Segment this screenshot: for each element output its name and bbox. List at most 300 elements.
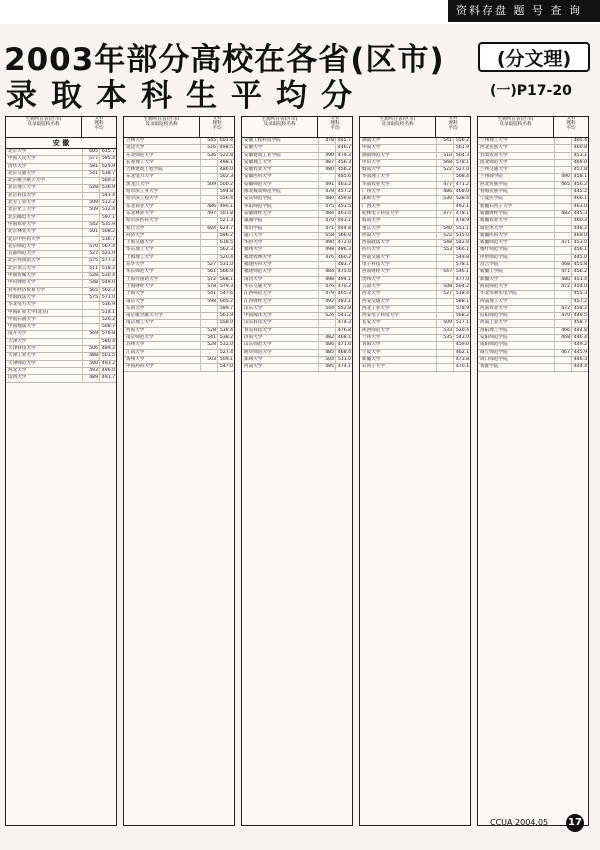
table-row (242, 342, 352, 349)
table-row (124, 357, 234, 364)
science-score: 457.2 (335, 189, 352, 195)
arts-score: 528 (200, 328, 217, 334)
school-name: 扬州大学 (126, 356, 145, 362)
arts-score (554, 138, 571, 144)
school-name: 西北大学 (362, 291, 381, 297)
table-row (242, 211, 352, 218)
table-row (6, 317, 116, 324)
science-score: 521.9 (99, 251, 116, 257)
score-table-column (477, 116, 589, 826)
science-score: 568.1 (217, 277, 234, 283)
school-name: 中国海洋大学 (244, 313, 272, 319)
arts-score (436, 364, 453, 370)
science-score: 478.9 (453, 218, 470, 224)
school-name: 东北农业大学 (126, 203, 154, 209)
school-name: 北京中医药大学 (8, 236, 41, 242)
science-score: 456.3 (335, 160, 352, 166)
school-name: 中国人民大学 (8, 156, 36, 162)
science-score: 489.2 (99, 346, 116, 352)
table-row (124, 262, 234, 269)
table-row (124, 284, 234, 291)
table-row (360, 306, 470, 313)
school-name: 上海理工大学 (126, 254, 154, 260)
arts-score (200, 240, 217, 246)
table-row (124, 320, 234, 327)
table-row (478, 313, 588, 320)
table-row (360, 160, 470, 167)
arts-score (554, 145, 571, 151)
header-school: 生源所在省(区市) 及录取院校名称 (124, 117, 200, 137)
school-name: 安阳师范学院 (480, 335, 508, 341)
school-name: 同济大学 (126, 232, 145, 238)
table-row (360, 350, 470, 357)
arts-score: 511 (82, 266, 99, 272)
arts-score (554, 226, 571, 232)
science-score: 451.4 (571, 277, 588, 283)
science-score: 514.1 (99, 310, 116, 316)
school-name: 首都师范大学 (8, 251, 36, 257)
science-score: 571.0 (99, 295, 116, 301)
science-score: 504.3 (453, 153, 470, 159)
arts-score: 498 (318, 277, 335, 283)
arts-score (554, 299, 571, 305)
header-school: 生源所在省(区市) 及录取院校名称 (242, 117, 318, 137)
table-row (242, 247, 352, 254)
header-scores: 文科 理科 平均 (566, 116, 576, 131)
school-name: 塔里木大学 (480, 225, 503, 231)
school-name: 山东大学 (244, 305, 263, 311)
arts-score: 528 (82, 273, 99, 279)
school-name: 河北大学 (8, 367, 27, 373)
science-score: 486.3 (335, 247, 352, 253)
school-name: 厦门大学 (244, 232, 263, 238)
arts-score (318, 174, 335, 180)
science-score: 578.1 (453, 262, 470, 268)
school-name: 广州大学 (362, 189, 381, 195)
science-score: 470.2 (335, 284, 352, 290)
science-score: 562.3 (99, 288, 116, 294)
table-row (242, 174, 352, 181)
table-row (360, 255, 470, 262)
table-row (242, 269, 352, 276)
arts-score: 486 (200, 204, 217, 210)
table-row (124, 196, 234, 203)
arts-score (200, 247, 217, 253)
arts-score: 540 (436, 226, 453, 232)
school-name: 上海交通大学 (126, 240, 154, 246)
arts-score (554, 189, 571, 195)
science-score: 456.1 (571, 247, 588, 253)
arts-score (82, 215, 99, 221)
school-name: 新疆师范大学 (480, 240, 508, 246)
science-score: 531.0 (217, 262, 234, 268)
table-row (242, 226, 352, 233)
table-row (242, 145, 352, 152)
science-score: 449.5 (571, 313, 588, 319)
school-name: 河南理工大学 (480, 298, 508, 304)
school-name: 安徽医科大学 (244, 174, 272, 180)
science-score: 595.4 (99, 156, 116, 162)
school-name: 华东师范大学 (126, 269, 154, 275)
table-row (124, 160, 234, 167)
table-row (6, 353, 116, 360)
school-name: 新疆石河子大学 (480, 203, 513, 209)
science-score: 474.3 (335, 153, 352, 159)
science-score: 605.2 (217, 299, 234, 305)
arts-score: 568 (436, 160, 453, 166)
school-name: 对外经济贸易大学 (8, 287, 45, 293)
arts-score (200, 160, 217, 166)
table-row (478, 328, 588, 335)
table-row (6, 258, 116, 265)
table-row (242, 328, 352, 335)
school-name: 北京航空航天大学 (8, 178, 45, 184)
science-score: 493.2 (99, 361, 116, 367)
arts-score: 581 (82, 164, 99, 170)
science-score: 453.1 (571, 153, 588, 159)
science-score: 578.9 (453, 306, 470, 312)
school-name: 兰州大学 (362, 335, 381, 341)
arts-score: 466 (554, 328, 571, 334)
arts-score: 535 (436, 335, 453, 341)
table-row (478, 240, 588, 247)
school-name: 西南政法大学 (362, 240, 390, 246)
science-score: 462.1 (453, 350, 470, 356)
school-name: 兰州交通大学 (480, 167, 508, 173)
arts-score: 490 (318, 153, 335, 159)
school-name: 福建农林大学 (244, 254, 272, 260)
school-name: 巢湖学院 (244, 218, 263, 224)
science-score: 501.5 (99, 353, 116, 359)
arts-score: 575 (82, 258, 99, 264)
arts-score: 527 (436, 291, 453, 297)
table-row (242, 204, 352, 211)
school-name: 湖南大学 (362, 138, 381, 143)
school-name: 中国矿业大学(北京) (8, 309, 49, 315)
school-name: 淮北煤炭师范学院 (244, 189, 281, 195)
science-score: 460.2 (335, 255, 352, 261)
science-score: 463.2 (335, 182, 352, 188)
arts-score: 541 (82, 171, 99, 177)
school-name: 北京语言大学 (8, 265, 36, 271)
score-table-column (359, 116, 471, 826)
school-name: 重庆大学 (362, 225, 381, 231)
school-name: 新疆医科大学 (480, 232, 508, 238)
arts-score: 492 (318, 299, 335, 305)
school-name: 山东师范大学 (244, 342, 272, 348)
table-row (360, 211, 470, 218)
arts-score: 527 (82, 251, 99, 257)
arts-score: 509 (436, 320, 453, 326)
table-header (124, 117, 234, 138)
arts-score (554, 204, 571, 210)
science-score: 485.6 (335, 174, 352, 180)
header-scores: 文科 理科 平均 (212, 116, 222, 131)
arts-score: 545 (200, 138, 217, 144)
school-name: 中国农业大学 (8, 221, 36, 227)
science-score: 456.2 (571, 269, 588, 275)
table-row (360, 313, 470, 320)
school-name: 喀什师范学院 (480, 247, 508, 253)
school-name: 华北水利水电学院 (480, 291, 517, 297)
arts-score (82, 317, 99, 323)
arts-score: 479 (318, 189, 335, 195)
arts-score: 577 (82, 156, 99, 162)
school-name: 新疆农业大学 (480, 218, 508, 224)
science-score: 458.2 (571, 306, 588, 312)
table-header (478, 117, 588, 138)
science-score: 448.2 (571, 226, 588, 232)
table-row (478, 138, 588, 145)
table-row (478, 189, 588, 196)
school-name: 南京师范大学 (126, 335, 154, 341)
arts-score (318, 328, 335, 334)
table-row (6, 361, 116, 368)
arts-score: 479 (318, 291, 335, 297)
school-name: 北京外国语大学 (8, 258, 41, 264)
science-score: 453.0 (571, 240, 588, 246)
arts-score (318, 145, 335, 151)
table-row (360, 196, 470, 203)
science-score: 482.1 (335, 299, 352, 305)
science-score: 491.7 (99, 375, 116, 381)
table-row (6, 164, 116, 171)
table-row (124, 145, 234, 152)
arts-score: 485 (318, 350, 335, 356)
science-score: 543.0 (453, 335, 470, 341)
school-name: 长安大学 (362, 320, 381, 326)
arts-score (200, 189, 217, 195)
table-row (6, 244, 116, 251)
arts-score: 493 (82, 368, 99, 374)
arts-score: 558 (318, 233, 335, 239)
school-name: 北京师范大学 (8, 243, 36, 249)
table-row (242, 335, 352, 342)
science-score: 492.1 (453, 204, 470, 210)
table-row (124, 233, 234, 240)
arts-score (436, 350, 453, 356)
table-row (478, 320, 588, 327)
table-row (6, 331, 116, 338)
science-score: 456.2 (571, 182, 588, 188)
school-name: 北方工业大学 (8, 200, 36, 206)
school-name: 江西财经大学 (244, 298, 272, 304)
science-score: 515.0 (453, 233, 470, 239)
table-row (478, 342, 588, 349)
science-score: 460.3 (571, 218, 588, 224)
science-score: 459.0 (453, 342, 470, 348)
school-name: 中南大学 (362, 145, 381, 151)
school-name: 青海民族学院 (480, 189, 508, 195)
science-score: 458.1 (571, 174, 588, 180)
arts-score: 547 (436, 269, 453, 275)
science-score: 579.3 (217, 284, 234, 290)
arts-score (554, 218, 571, 224)
province-section-heading: 安 徽 (6, 138, 116, 149)
science-score: 463.0 (571, 204, 588, 210)
table-row (124, 138, 234, 145)
arts-score: 548 (82, 280, 99, 286)
arts-score: 572 (200, 277, 217, 283)
arts-score: 472 (554, 284, 571, 290)
school-name: 吉林大学 (126, 138, 145, 143)
table-row (360, 153, 470, 160)
header-school: 生源所在省(区市) 及录取院校名称 (478, 117, 554, 137)
science-score: 468.0 (453, 189, 470, 195)
page-title-line1: 2003年部分高校在各省(区市) (4, 42, 445, 78)
science-score: 580.4 (99, 339, 116, 345)
school-name: 哈尔滨工业大学 (126, 189, 159, 195)
arts-score: 490 (554, 174, 571, 180)
table-row (478, 247, 588, 254)
school-name: 中国地质大学 (8, 324, 36, 330)
science-score: 549.8 (453, 255, 470, 261)
science-score: 445.7 (335, 138, 352, 144)
science-score: 520.4 (453, 328, 470, 334)
school-name: 华南农业大学 (362, 181, 390, 187)
table-row (360, 240, 470, 247)
table-header (360, 117, 470, 138)
arts-score: 477 (436, 211, 453, 217)
table-row (360, 233, 470, 240)
arts-score: 482 (554, 211, 571, 217)
table-row (6, 273, 116, 280)
science-score: 498.5 (217, 145, 234, 151)
science-score: 445.2 (571, 189, 588, 195)
science-score: 455.8 (571, 262, 588, 268)
arts-score: 501 (82, 229, 99, 235)
science-score: 474.3 (335, 320, 352, 326)
school-name: 中山大学 (362, 159, 381, 165)
school-name: 福建师范大学 (244, 269, 272, 275)
arts-score (200, 313, 217, 319)
school-name: 新疆大学 (362, 356, 381, 362)
school-name: 安徽财经大学 (244, 210, 272, 216)
school-name: 中国药科大学 (126, 364, 154, 370)
school-name: 东北师范大学 (126, 152, 154, 158)
table-row (124, 204, 234, 211)
school-name: 哈尔滨工程大学 (126, 196, 159, 202)
journal-footer: CCUA 2004.05 (490, 818, 549, 827)
arts-score: 472 (554, 306, 571, 312)
header-label: 资料存盘 题 号 查 询 (448, 0, 600, 22)
table-row (124, 218, 234, 225)
science-score: 561.9 (217, 313, 234, 319)
science-score: 536.9 (99, 302, 116, 308)
table-row (478, 196, 588, 203)
science-score: 446.7 (335, 145, 352, 151)
arts-score (82, 324, 99, 330)
table-row (242, 189, 352, 196)
science-score: 494.1 (335, 277, 352, 283)
school-name: 西安交通大学 (362, 298, 390, 304)
table-header (6, 117, 116, 138)
science-score: 578.1 (453, 160, 470, 166)
table-row (478, 145, 588, 152)
school-name: 黄山学院 (244, 225, 263, 231)
table-row (124, 182, 234, 189)
school-name: 兰州商学院 (480, 174, 503, 180)
science-score: 445.9 (571, 350, 588, 356)
school-name: 安徽师范大学 (244, 181, 272, 187)
science-score: 629.9 (99, 164, 116, 170)
table-row (6, 266, 116, 273)
arts-score: 509 (82, 207, 99, 213)
school-name: 南京航空航天大学 (126, 313, 163, 319)
school-name: 哈尔滨医科大学 (126, 218, 159, 224)
arts-score (200, 196, 217, 202)
table-row (360, 284, 470, 291)
arts-score: 470 (554, 313, 571, 319)
arts-score (436, 313, 453, 319)
arts-score: 508 (436, 284, 453, 290)
arts-score: 506 (82, 346, 99, 352)
table-row (124, 269, 234, 276)
arts-score: 465 (554, 182, 571, 188)
arts-score: 480 (318, 196, 335, 202)
table-row (124, 313, 234, 320)
arts-score: 482 (318, 335, 335, 341)
table-row (6, 324, 116, 331)
science-score: 444.8 (335, 226, 352, 232)
school-name: 甘肃农业大学 (480, 152, 508, 158)
science-score: 457.8 (571, 167, 588, 173)
table-row (124, 306, 234, 313)
arts-score: 486 (436, 189, 453, 195)
science-score: 444.4 (571, 364, 588, 370)
arts-score: 488 (82, 353, 99, 359)
school-name: 安徽工程科技学院 (244, 138, 281, 143)
table-row (6, 339, 116, 346)
table-row (360, 226, 470, 233)
table-row (242, 182, 352, 189)
table-row (478, 269, 588, 276)
arts-score (436, 174, 453, 180)
arts-score (436, 342, 453, 348)
arts-score (436, 145, 453, 151)
table-row (360, 262, 470, 269)
arts-score: 516 (200, 145, 217, 151)
table-row (242, 350, 352, 357)
science-score: 615.7 (99, 149, 116, 155)
table-row (478, 167, 588, 174)
science-score: 498.1 (217, 160, 234, 166)
school-name: 商丘师范学院 (480, 349, 508, 355)
table-row (124, 364, 234, 371)
science-score: 556.2 (453, 138, 470, 144)
school-name: 华侨大学 (244, 240, 263, 246)
science-score: 541.2 (335, 313, 352, 319)
table-row (242, 196, 352, 203)
science-score: 594.8 (217, 189, 234, 195)
arts-score (554, 247, 571, 253)
science-score: 478.1 (453, 211, 470, 217)
science-score: 453.5 (335, 204, 352, 210)
table-row (478, 306, 588, 313)
school-name: 山西大学 (8, 375, 27, 381)
school-name: 西北民族大学 (480, 145, 508, 151)
science-score: 509.1 (217, 357, 234, 363)
table-row (360, 291, 470, 298)
table-row (124, 174, 234, 181)
school-name: 曲阜师范大学 (244, 349, 272, 355)
table-row (242, 306, 352, 313)
table-row (478, 277, 588, 284)
arts-score (554, 153, 571, 159)
arts-score (200, 233, 217, 239)
table-row (124, 277, 234, 284)
school-name: 四川大学 (362, 247, 381, 253)
